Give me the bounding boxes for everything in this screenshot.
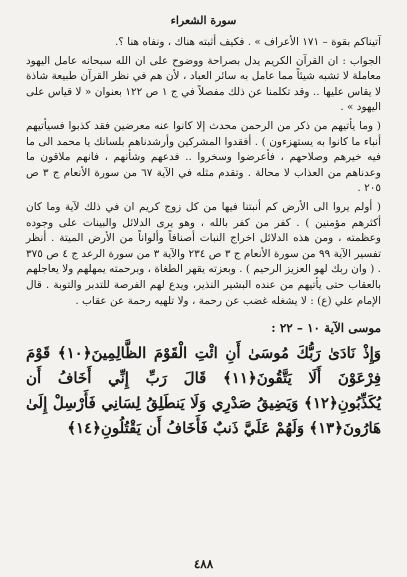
- page-number: ٤٨٨: [193, 557, 214, 571]
- paragraph-verse-ref: آتيناكم بقوة – ١٧١ الأعراف » . فكيف أثبته هناك ، ونفاه هنا ؟.: [114, 36, 381, 48]
- surah-title: سورة الشعراء: [170, 14, 237, 27]
- paragraph-dhikr: ( وما يأتيهم من ذكر من الرحمن محدث إلا كانوا عنه معرضين فقد كذبوا فسيأتيهم أنباء ما كانوا به يستهزءون ) . أفقدوا المشركين وأرشدناهم بلسانك يا محمد الى ما فيه خيرهم وصلاحهم ، فأعرضوا وسخروا .. فدعهم وشأنهم ، فانهم ملاقون ما وعدناهم من العذاب لا محالة . وتقدم مثله في الآية ٦٧ من سورة الأنعام ج ٣ ص ٢٠٥ .: [26, 119, 381, 195]
- paragraph-answer: الجواب : ان القرآن الكريم يدل بصراحة ووضوح على ان الله سبحانه عامل اليهود معاملة لا تشبه شيئاً مما عامل به سائر العباد ، لأن هم في نظر القرآن طبيعة شاذة لا يقاس عليها .. وقد تكلمنا عن ذلك مفصلاً في ج ١ ص ١٢٢ بعنوان « لا قياس على اليهود » .: [26, 54, 382, 114]
- commentary-body: [26, 35, 381, 309]
- quran-verse: وَإِذْ نَادَىٰ رَبُّكَ مُوسَىٰ أَنِ ائْتِ الْقَوْمَ الظَّالِمِينَ﴿١٠﴾ قَوْمَ فِرْعَوْنَ أَلَا يَتَّقُونَ﴿١١﴾ قَالَ رَبِّ إِنِّي أَخَافُ أَن يُكَذِّبُونِ﴿١٢﴾ وَيَضِيقُ صَدْرِي وَلَا يَنطَلِقُ لِسَانِي فَأَرْسِلْ إِلَىٰ هَارُونَ﴿١٣﴾ وَلَهُمْ عَلَيَّ ذَنبٌ فَأَخَافُ أَن يَقْتُلُونِ﴿١٤﴾: [26, 344, 381, 438]
- paragraph-earth: ( أولم يروا الى الأرض كم أنبتنا فيها من كل زوج كريم ان في ذلك لآية وما كان أكثرهم مؤمنين ) . كفر من كفر بالله ، وهو يرى الدلائل والبينات على وجوده وعظمته ، ومن هذه الدلائل اخراج النبات أصنافاً وألواناً من الأرض الميتة . أنظر تفسير الآية ٩٩ من سورة الأنعام ج ٣ ص ٢٣٤ والآية ٣ من سورة الرعد ج ٤ ص ٣٧٥ . ( وان ربك لهو العزيز الرحيم ) . وبعزته يقهر الطغاة ، وبرحمته يمهلهم ولا يعاجلهم بالعقاب حتى يأتيهم من عنده البشير النذير، ويدع لهم الفرصة للتدبر والتوبة . قال الإمام علي (ع) : لا يشغله غضب عن رحمة ، ولا تلهيه رحمة عن عقاب .: [25, 200, 382, 307]
- section-heading: موسى الآية ١٠ – ٢٢ :: [271, 321, 381, 336]
